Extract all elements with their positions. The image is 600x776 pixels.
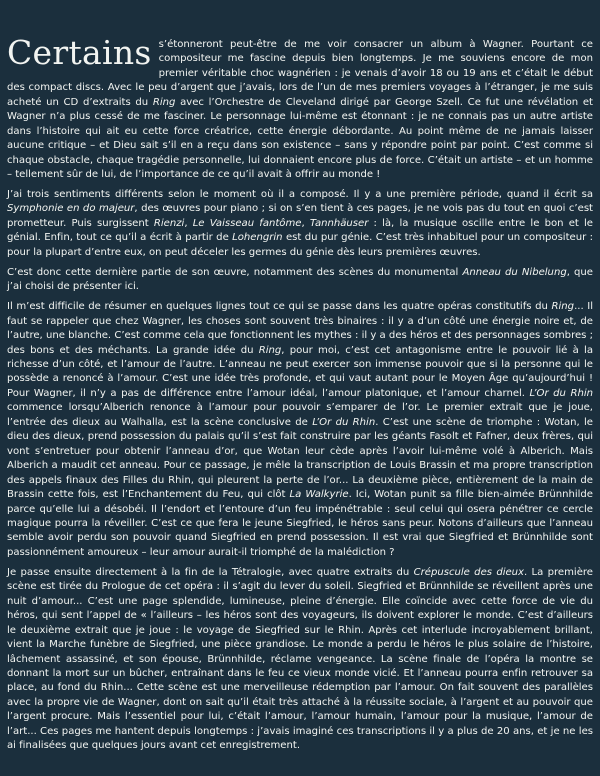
paragraph — [7, 266, 593, 295]
text-run: : là, la musique oscille entre le bon et le génial. Enfin, tout ce qu’il a écrit à partir de — [7, 217, 593, 244]
italic-title: Le Vaisseau fantôme — [192, 217, 302, 229]
text-run: commence lorsqu’Alberich renonce à l’amour pour pouvoir s’emparer de l’or. Le premier extrait que je joue, l’entrée des dieux au Walhalla, est la scène conclusive de — [7, 402, 593, 428]
text-run: est du pur génie. C’est très inhabituel pour un compositeur : pour la plupart d’entre eux, on peut déceler les germes du génie dès leurs premières œuvres. — [7, 232, 594, 258]
italic-title: Rienzi — [153, 217, 185, 229]
paragraph — [7, 566, 593, 754]
paragraph — [7, 300, 593, 560]
text-run: C’est donc cette dernière partie de son œuvre, notamment des scènes du monumental — [7, 266, 463, 278]
text-run: J’ai trois sentiments différents selon le moment où il a composé. Il y a une première période, quand il écrit sa — [7, 189, 593, 201]
italic-title: Crépuscule des dieux — [413, 566, 525, 578]
text-run: , que j’ai choisi de présenter ici. — [7, 266, 593, 293]
italic-title: La Walkyrie — [289, 489, 349, 501]
text-run: . La première scène est tirée du Prologue de cet opéra : il s’agit du lever du soleil. Siegfried et Brünnhilde se réveillent après une nuit d’amour... C’est une page splendide, lumineuse, pleine d’énergie. Elle coïncide avec cette force de vie du héros, qui sent l’appel de « l’ailleurs – les héros sont des voyageurs, ils doivent explorer le monde. C’est d’ailleurs le deuxième extrait que je joue : le voyage de Siegfried sur le Rhin. Après cet interlude incroyablement brillant, vient la Marche funèbre de Siegfried, une pièce grandiose. Le monde a perdu le héros le plus solaire de l’histoire, lâchement assassiné, et son épouse, Brünnhilde, réclame vengeance. La scène finale de l’opéra la montre se donnant la mort sur un bûcher, entraînant dans le feu ce vieux monde vicié. Et l’anneau pourra enfin retrouver sa place, au fond du Rhin... Cette scène est une merveilleuse rédemption par l’amour. On fait souvent des parallèles avec la propre vie de Wagner, dont on sait qu’il était très attaché à la réussite sociale, à l’argent et au pouvoir que l’argent procure. Mais l’essentiel pour lui, c’était l’amour, l’amour humain, l’amour pour la musique, l’amour de l’art... Ces pages me hantent depuis longtemps : j’avais imaginé ces transcriptions il y a plus de 20 ans, et je ne les ai finalisées que quelques jours avant cet enregistrement. — [7, 566, 593, 752]
italic-title: L’Or du Rhin — [529, 387, 593, 399]
text-run: s’étonneront peut-être de me voir consacrer un album à Wagner. Pourtant ce compositeur me fascine depuis bien longtemps. Je me souviens encore de mon premier véritable choc wagnérien : je venais d’avoir 18 ou 19 ans et c’était le début des compact discs. Avec le peu d’argent que j’avais, lors de l’un de mes premiers voyages à l’étranger, je me suis acheté un CD d’extraits du — [7, 39, 593, 108]
drop-cap-word: Certains — [7, 33, 152, 72]
italic-title: Anneau du Nibelung — [462, 266, 567, 278]
text-run: , — [184, 217, 193, 229]
text-run: . C’est une scène de triomphe : Wotan, le dieu des dieux, prend possession du palais qu’il s’est fait construire par les géants Fasolt et Fafner, deux frères, qui vont s’entretuer pour obtenir l’anneau d’or, que Wotan leur cède après l’avoir lui-même volé à Alberich. Mais Alberich a maudit cet anneau. Pour ce passage, je mêle la transcription de Louis Brassin et ma propre transcription des appels finaux des Filles du Rhin, qui pleurent la perte de l’or... La deuxième pièce, entièrement de la main de Brassin cette fois, est l’Enchantement du Feu, qui clôt — [7, 416, 593, 501]
text-run: . Ici, Wotan punit sa fille bien-aimée Brünnhilde parce qu’elle lui a désobéi. Il l’endort et l’entoure d’un feu impénétrable : seul celui qui osera pénétrer ce cercle magique pourra la réveiller. C’est ce que fera le jeune Siegfried, le héros sans peur. Notons d’ailleurs que l’anneau semble avoir perdu son pouvoir quand Siegfried en prend possession. Il est vrai que Siegfried et Brünnhilde sont passionnément amoureux – leur amour aurait-il triomphé de la malédiction ? — [7, 489, 593, 558]
italic-title: Lohengrin — [232, 232, 283, 244]
italic-title: Symphonie en do majeur — [7, 203, 135, 215]
paragraph — [7, 33, 593, 183]
text-run: ... Il faut se rappeler que chez Wagner, les choses sont souvent très binaires : il y a d’un côté une énergie noire et, de l’autre, une blanche. C’est comme cela que fonctionnent les mythes : il y a des héros et des personnages sombres ; des bons et des méchants. La grande idée du — [7, 301, 593, 356]
italic-title: Ring — [152, 96, 176, 108]
text-run: , — [301, 217, 310, 229]
italic-title: Tannhäuser — [309, 217, 369, 229]
italic-title: Ring — [551, 301, 575, 313]
paragraph — [7, 188, 593, 260]
italic-title: L’Or du Rhin — [312, 416, 376, 428]
text-run: Je passe ensuite directement à la fin de la Tétralogie, avec quatre extraits du — [7, 566, 414, 578]
text-run: Il m’est difficile de résumer en quelques lignes tout ce qui se passe dans les quatre opéras constitutifs du — [7, 301, 552, 313]
italic-title: Ring — [258, 344, 282, 356]
text-run: , des œuvres pour piano ; si on s’en tient à ces pages, je ne vois pas du tout en quoi c’est prometteur. Puis surgissent — [7, 203, 593, 229]
text-run: avec l’Orchestre de Cleveland dirigé par George Szell. Ce fut une révélation et Wagner n’a plus cessé de me fasciner. Le personnage lui-même est étonnant : je ne connais pas un autre artiste dans l’histoire qui ait eu cette force créatrice, cette énergie débordante. Au point même de ne jamais laisser aucune critique – et Dieu sait s’il en a reçu dans son existence – sans y répondre point par point. C’est comme si chaque obstacle, chaque tragédie personnelle, lui donnaient encore plus de force. C’était un artiste – et un homme – tellement sûr de lui, de l’importance de ce qu’il avait à offrir au monde ! — [7, 96, 593, 181]
text-run: , pour moi, c’est cet antagonisme entre le pouvoir lié à la richesse d’un côté, et l’amour de l’autre. L’anneau ne peut exercer son immense pouvoir que si la personne qui le possède a renoncé à l’amour. C’est une idée très profonde, et qui vaut autant pour le Moyen Âge qu’aujourd’hui ! Pour Wagner, il n’y a pas de différence entre l’amour idéal, l’amour platonique, et l’amour charnel. — [7, 344, 594, 399]
article-body — [7, 33, 594, 754]
